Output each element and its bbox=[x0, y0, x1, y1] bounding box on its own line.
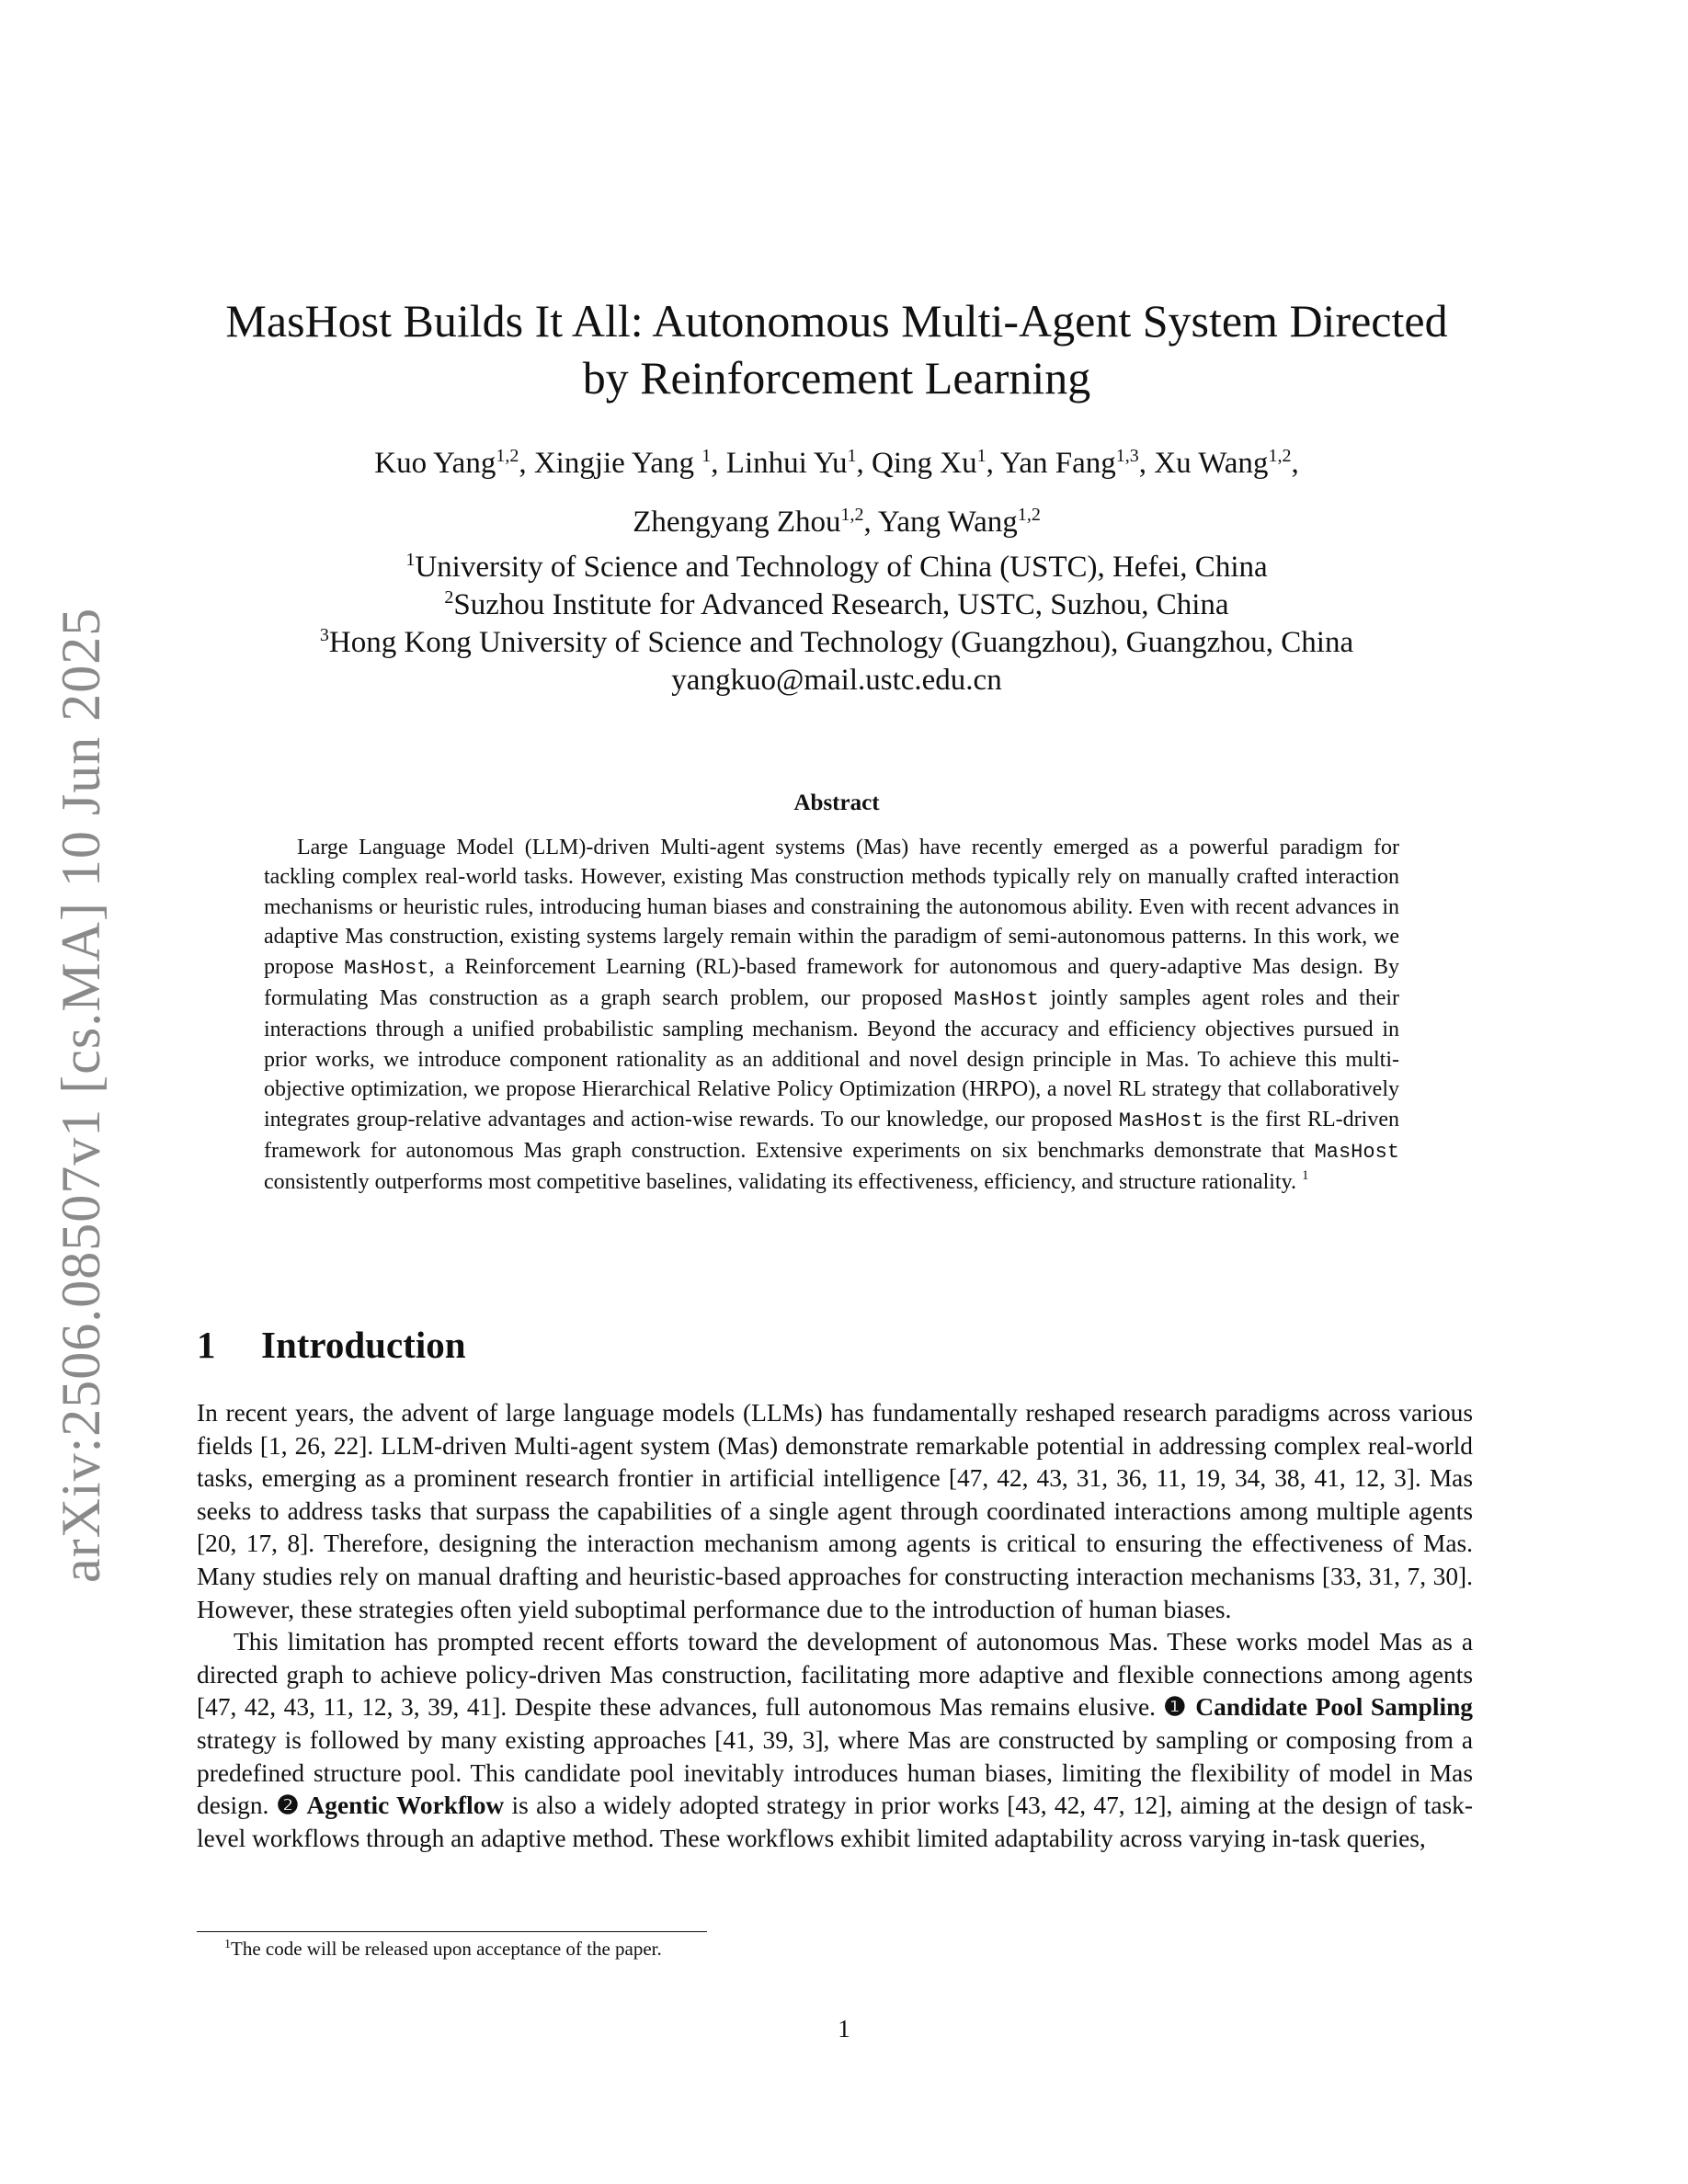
text-run: Large Language Model (LLM)-driven Multi-agent systems (Mas) have recently emerged as a powerful paradigm for tackling complex real-world tasks. However, existing Mas construction methods typically rely on manually crafted interaction mechanisms or heuristic rules, introducing human biases and constraining the autonomous ability. Even with recent advances in adaptive Mas construction, existing systems largely remain within the paradigm of semi-autonomous patterns. In this work, we propose bbox=[264, 836, 1399, 979]
author-separator: , bbox=[1138, 447, 1155, 480]
author-name: Xu Wang bbox=[1154, 447, 1269, 480]
author-separator: , bbox=[986, 447, 1000, 480]
strategy-name: ❷ Agentic Workflow bbox=[276, 1792, 505, 1820]
author-separator: , bbox=[519, 447, 534, 480]
author-line-1 bbox=[147, 445, 1526, 482]
footnote-divider bbox=[197, 1931, 707, 1932]
abstract-paragraph bbox=[264, 833, 1399, 1198]
author-list bbox=[147, 445, 1526, 540]
introduction-body bbox=[197, 1397, 1473, 1855]
footnote-marker: 1 bbox=[1302, 1168, 1309, 1184]
affiliation-marker: 1 bbox=[405, 550, 416, 570]
text-run: , a Reinforcement Learning (RL)-based framework for autonomous and query-adaptive Mas design. By formulating Mas construction as a graph search problem, our proposed bbox=[264, 954, 1400, 1011]
author-name: Kuo Yang bbox=[374, 447, 496, 480]
author-affiliation-marker: 1 bbox=[701, 446, 712, 466]
author-name: Qing Xu bbox=[871, 447, 977, 480]
affiliation-1 bbox=[147, 549, 1526, 586]
paper-title bbox=[147, 292, 1526, 406]
text-run: is the first RL-driven framework for autonomous Mas graph construction. Extensive experiments on six benchmarks demonstrate that bbox=[264, 1107, 1399, 1164]
affiliation-2 bbox=[147, 586, 1526, 624]
strategy-name: ❶ Candidate Pool Sampling bbox=[1163, 1693, 1474, 1722]
author-name: Yan Fang bbox=[999, 447, 1116, 480]
affiliation-text: Suzhou Institute for Advanced Research, USTC, Suzhou, China bbox=[453, 588, 1229, 621]
author-separator: , bbox=[1291, 447, 1299, 480]
arxiv-identifier-stamp: arXiv:2506.08507v1 [cs.MA] 10 Jun 2025 bbox=[51, 607, 111, 1583]
method-name: MasHost bbox=[344, 956, 429, 980]
footnote-text: The code will be released upon acceptance of the paper. bbox=[231, 1938, 662, 1960]
affiliations bbox=[147, 549, 1526, 700]
author-affiliation-marker: 1,2 bbox=[1268, 446, 1292, 466]
title-line-1: MasHost Builds It All: Autonomous Multi-Agent System Directed bbox=[225, 295, 1448, 347]
affiliation-3 bbox=[147, 624, 1526, 662]
method-name: MasHost bbox=[1314, 1141, 1399, 1165]
introduction-paragraph-1 bbox=[197, 1397, 1473, 1626]
author-affiliation-marker: 1,2 bbox=[1017, 505, 1041, 525]
section-number: 1 bbox=[197, 1324, 216, 1366]
footnote bbox=[224, 1936, 662, 1962]
author-name: Zhengyang Zhou bbox=[633, 506, 841, 539]
abstract-heading: Abstract bbox=[793, 791, 880, 815]
abstract-body bbox=[264, 833, 1399, 1198]
title-line-2: by Reinforcement Learning bbox=[582, 352, 1091, 404]
contact-email[interactable]: yangkuo@mail.ustc.edu.cn bbox=[671, 664, 1002, 697]
page-number: 1 bbox=[838, 2015, 850, 2042]
author-name: Yang Wang bbox=[877, 506, 1018, 539]
author-separator: , bbox=[856, 447, 872, 480]
affiliation-marker: 3 bbox=[319, 625, 329, 645]
author-separator: , bbox=[863, 506, 878, 539]
text-run: strategy is followed by many existing approaches [41, 39, 3], where Mas are constructed by sampling or composing from a predefined structure pool. This candidate pool inevitably introduces human biases, limiting the flexibility of model in Mas design. bbox=[197, 1725, 1473, 1820]
author-affiliation-marker: 1,2 bbox=[840, 505, 864, 525]
affiliation-text: University of Science and Technology of China (USTC), Hefei, China bbox=[415, 551, 1268, 584]
method-name: MasHost bbox=[953, 988, 1039, 1012]
footnote-marker: 1 bbox=[224, 1938, 231, 1951]
text-run: is also a widely adopted strategy in prior works [43, 42, 47, 12], aiming at the design of task-level workflows through an adaptive method. These workflows exhibit limited adaptability across varying in-task queries, bbox=[197, 1792, 1473, 1852]
affiliation-text: Hong Kong University of Science and Technology (Guangzhou), Guangzhou, China bbox=[328, 626, 1354, 659]
author-name: Linhui Yu bbox=[725, 447, 848, 480]
text-run: In recent years, the advent of large language models (LLMs) has fundamentally reshaped research paradigms across various fields [1, 26, 22]. LLM-driven Multi-agent system (Mas) demonstrate remarkable potential in addressing complex real-world tasks, emerging as a prominent research frontier in artificial intelligence [47, 42, 43, 31, 36, 11, 19, 34, 38, 41, 12, 3]. Mas seeks to address tasks that surpass the capabilities of a single agent through coordinated interactions among multiple agents [20, 17, 8]. Therefore, designing the interaction mechanism among agents is critical to ensuring the effectiveness of Mas. Many studies rely on manual drafting and heuristic-based approaches for constructing interaction mechanisms [33, 31, 7, 30]. However, these strategies often yield suboptimal performance due to the introduction of human biases. bbox=[197, 1399, 1473, 1623]
section-heading-introduction bbox=[197, 1322, 466, 1368]
author-affiliation-marker: 1,2 bbox=[496, 446, 519, 466]
text-run: consistently outperforms most competitive baselines, validating its effectiveness, efficiency, and structure rationality. bbox=[264, 1170, 1303, 1195]
author-separator: , bbox=[711, 447, 726, 480]
section-title: Introduction bbox=[261, 1324, 466, 1366]
introduction-paragraph-2 bbox=[197, 1626, 1473, 1855]
author-affiliation-marker: 1 bbox=[847, 446, 857, 466]
text-run: jointly samples agent roles and their interactions through a unified probabilistic sampling mechanism. Beyond the accuracy and efficiency objectives pursued in prior works, we introduce component rationality as an additional and novel design principle in Mas. To achieve this multi-objective optimization, we propose Hierarchical Relative Policy Optimization (HRPO), a novel RL strategy that collaboratively integrates group-relative advantages and action-wise rewards. To our knowledge, our proposed bbox=[264, 986, 1399, 1132]
text-run: This limitation has prompted recent efforts toward the development of autonomous Mas. These works model Mas as a directed graph to achieve policy-driven Mas construction, facilitating more adaptive and flexible connections among agents [47, 42, 43, 11, 12, 3, 39, 41]. Despite these advances, full autonomous Mas remains elusive. bbox=[197, 1628, 1473, 1722]
author-affiliation-marker: 1,3 bbox=[1115, 446, 1139, 466]
affiliation-marker: 2 bbox=[444, 587, 454, 608]
author-name: Xingjie Yang bbox=[533, 447, 702, 480]
method-name: MasHost bbox=[1118, 1109, 1204, 1132]
author-line-2 bbox=[147, 504, 1526, 540]
author-affiliation-marker: 1 bbox=[976, 446, 987, 466]
